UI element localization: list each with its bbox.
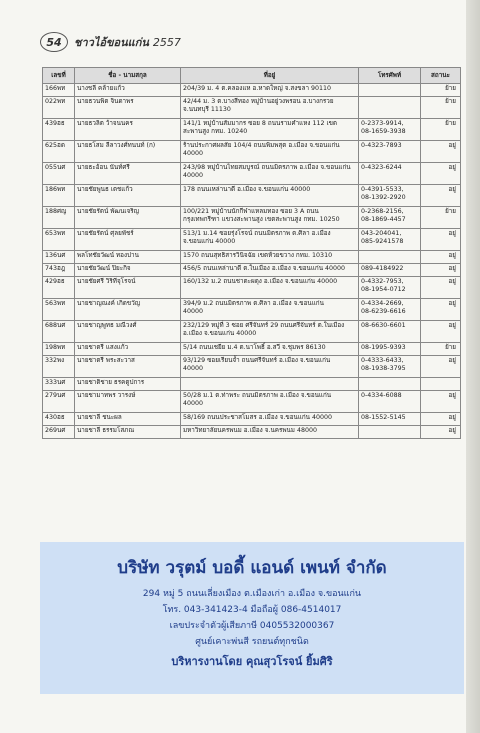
status-cell: อยู่ [421, 141, 461, 163]
status-cell: อยู่ [421, 391, 461, 413]
address-cell: 1570 ถนนสุทธิสารวินิจฉัย เขตห้วยขวาง กทม. 10310 [181, 251, 359, 264]
table-row [43, 251, 461, 264]
phone-cell: 08-6630-6601 [359, 321, 421, 343]
member-name-cell: นายชาญณงค์ เกิดขวัญ [75, 299, 181, 321]
table-row [43, 426, 461, 439]
table-row [43, 343, 461, 356]
phone-cell: 0-4323-6244 [359, 163, 421, 185]
status-cell: อยู่ [421, 163, 461, 185]
address-cell: 243/98 หมู่บ้านไทยสมบูรณ์ ถนนมิตรภาพ อ.เมือง จ.ขอนแก่น 40000 [181, 163, 359, 185]
table-row [43, 97, 461, 119]
member-id-cell: 055นศ [43, 163, 75, 185]
ad-phone: โทร. 043-341423-4 มือถือผู้ 086-4514017 [162, 605, 342, 615]
member-id-cell: 332พง [43, 356, 75, 378]
member-name-cell: พลโทชัยวัฒน์ ทองปาน [75, 251, 181, 264]
member-id-cell: 743ฮฎ [43, 264, 75, 277]
table-body [43, 84, 461, 439]
ad-tax-id: เลขประจำตัวผู้เสียภาษี 0405532000367 [169, 621, 335, 631]
member-id-cell: 429ฮธ [43, 277, 75, 299]
phone-cell: 0-4323-7893 [359, 141, 421, 163]
page-header [40, 32, 181, 52]
address-cell: 50/28 ม.1 ต.ท่าพระ ถนนมิตรภาพ อ.เมือง จ.ขอนแก่น 40000 [181, 391, 359, 413]
status-cell: ย้าย [421, 97, 461, 119]
status-cell: อยู่ [421, 413, 461, 426]
phone-cell [359, 426, 421, 439]
table-row [43, 321, 461, 343]
address-cell: 204/39 ม. 4 ต.คลองแห อ.หาดใหญ่ จ.สงขลา 90110 [181, 84, 359, 97]
phone-cell: 0-4391-5533, 08-1392-2920 [359, 185, 421, 207]
member-id-cell: 625ฮด [43, 141, 75, 163]
address-cell: 160/132 ม.2 ถนนชาตะผดุง อ.เมือง จ.ขอนแก่น 40000 [181, 277, 359, 299]
status-cell: อยู่ [421, 321, 461, 343]
member-name-cell: นายธวลิต ว้าจนนคร [75, 119, 181, 141]
member-id-cell: 439ฮธ [43, 119, 75, 141]
address-cell [181, 378, 359, 391]
status-cell: อยู่ [421, 229, 461, 251]
table-row [43, 84, 461, 97]
phone-cell: 0-4334-6088 [359, 391, 421, 413]
phone-cell [359, 378, 421, 391]
member-name-cell: นายชาตรี แสงแก้ว [75, 343, 181, 356]
table-row [43, 378, 461, 391]
address-cell: 456/5 ถนนเหล่านาดี ต.ในเมือง อ.เมือง จ.ขอนแก่น 40000 [181, 264, 359, 277]
address-cell: 178 ถนนเหล่านาดี อ.เมือง จ.ขอนแก่น 40000 [181, 185, 359, 207]
table-row [43, 277, 461, 299]
ad-service: ศูนย์เคาะพ่นสี รถยนต์ทุกชนิด [195, 637, 309, 647]
status-cell [421, 378, 461, 391]
member-id-cell: 136นศ [43, 251, 75, 264]
member-id-cell: 333นศ [43, 378, 75, 391]
member-name-cell: นายชามาทพร วารงษ์ [75, 391, 181, 413]
member-name-cell: นายชาลี ชนะผล [75, 413, 181, 426]
column-header-status: สถานะ [421, 68, 461, 84]
address-cell: 42/44 ม. 3 ต.บางสีทอง หมู่บ้านอยู่วงพรอน อ.บางกรวย จ.นนทบุรี 11130 [181, 97, 359, 119]
phone-cell: 08-1995-9393 [359, 343, 421, 356]
table-row [43, 207, 461, 229]
member-name-cell: นายชัยศรี วิริทีจุโรจน์ [75, 277, 181, 299]
advertisement-box [40, 542, 464, 694]
status-cell: อยู่ [421, 251, 461, 264]
member-id-cell: 022พท [43, 97, 75, 119]
member-id-cell: 198พท [43, 343, 75, 356]
address-cell: ร้านประกาศผลสัย 104/4 ถนนพิมพสุต อ.เมือง จ.ขอนแก่น 40000 [181, 141, 359, 163]
status-cell: ย้าย [421, 119, 461, 141]
address-cell: 513/1 ม.14 ซอยรุ่งโรจน์ ถนนมิตรภาพ ต.ศิลา อ.เมือง จ.ขอนแก่น 40000 [181, 229, 359, 251]
phone-cell: 043-204041, 085-9241578 [359, 229, 421, 251]
phone-cell [359, 97, 421, 119]
phone-cell: 0-4332-7953, 08-1954-0712 [359, 277, 421, 299]
address-cell: 5/14 ถนนเชยีย ม.4 ต.นาโพธิ์ อ.สวี จ.ชุมพร 86130 [181, 343, 359, 356]
table-row [43, 391, 461, 413]
member-name-cell: นางชลี คล้ายแก้ว [75, 84, 181, 97]
member-id-cell: 279นศ [43, 391, 75, 413]
table-row [43, 356, 461, 378]
member-id-cell: 269นศ [43, 426, 75, 439]
column-header-id: เลขที่ [43, 68, 75, 84]
phone-cell: 089-4184922 [359, 264, 421, 277]
address-cell: 232/129 หมู่ที่ 3 ซอย ศรีจันทร์ 29 ถนนศรีจันทร์ ต.ในเมือง อ.เมือง จ.ขอนแก่น 40000 [181, 321, 359, 343]
member-id-cell: 166พท [43, 84, 75, 97]
status-cell: อยู่ [421, 277, 461, 299]
member-name-cell: นายชัยพูนธ เตชแก้ว [75, 185, 181, 207]
member-id-cell: 688นศ [43, 321, 75, 343]
member-name-cell: นายชัยรัตน์ ศุลยพัชร์ [75, 229, 181, 251]
column-header-name: ชื่อ - นามสกุล [75, 68, 181, 84]
status-cell: ย้าย [421, 84, 461, 97]
status-cell: อยู่ [421, 356, 461, 378]
phone-cell: 0-4333-6433, 08-1938-3795 [359, 356, 421, 378]
address-cell: 58/169 ถนนประชาสโมสร อ.เมือง จ.ขอนแก่น 40000 [181, 413, 359, 426]
running-title: ชาวไอ้ขอนแก่น [74, 36, 149, 49]
table-row [43, 413, 461, 426]
status-cell: ย้าย [421, 343, 461, 356]
member-name-cell: นายชาลี ธรรมโสภณ [75, 426, 181, 439]
member-id-cell: 186พท [43, 185, 75, 207]
status-cell: อยู่ [421, 264, 461, 277]
running-year: 2557 [152, 35, 181, 49]
phone-cell: 0-4334-2669, 08-6239-6616 [359, 299, 421, 321]
address-cell: 93/129 ซอยเรียนจ้ำ ถนนศรีจันทร์ อ.เมือง จ.ขอนแก่น 40000 [181, 356, 359, 378]
phone-cell: 08-1552-5145 [359, 413, 421, 426]
table-row [43, 119, 461, 141]
status-cell: อยู่ [421, 299, 461, 321]
address-cell: 141/1 หมู่บ้านสัมมากร ซอย 8 ถนนรามคำแหง 112 เขต สะพานสูง กทม. 10240 [181, 119, 359, 141]
member-name-cell: นายชาญพูทธ มณีวงศ์ [75, 321, 181, 343]
member-name-cell: นายชาติชาย ธรคตูปการ [75, 378, 181, 391]
page-number: 54 [40, 32, 68, 52]
table-row [43, 299, 461, 321]
ad-address: 294 หมู่ 5 ถนนเลี่ยงเมือง ต.เมืองเก่า อ.เมือง จ.ขอนแก่น [142, 589, 362, 599]
column-header-phone: โทรศัพท์ [359, 68, 421, 84]
member-id-cell: 653พท [43, 229, 75, 251]
status-cell: อยู่ [421, 185, 461, 207]
member-name-cell: นายชัยวัฒน์ ปิยะกิจ [75, 264, 181, 277]
table-row [43, 185, 461, 207]
address-cell: มหาวิทยาลัยนครพนม อ.เมือง จ.นครพนม 48000 [181, 426, 359, 439]
member-id-cell: 430ฮธ [43, 413, 75, 426]
table-row [43, 264, 461, 277]
member-table [42, 67, 461, 439]
member-id-cell: 188ศญ [43, 207, 75, 229]
member-id-cell: 563พท [43, 299, 75, 321]
table-row [43, 163, 461, 185]
phone-cell [359, 251, 421, 264]
phone-cell: 0-2373-9914, 08-1659-3938 [359, 119, 421, 141]
address-cell: 100/221 หมู่บ้านนักกีฬาแหลมทอง ซอย 3 A ถนน กรุงเทพกรีฑา แขวงสะพานสูง เขตสะพานสูง กทม. 10250 [181, 207, 359, 229]
member-name-cell: นายธวนพิต จินดาพร [75, 97, 181, 119]
book-spine [466, 0, 480, 733]
member-name-cell: นายธโสม ลีลาวงศ์ทนนท์ (ก) [75, 141, 181, 163]
member-name-cell: นายชาตรี พระสะวาส [75, 356, 181, 378]
table-row [43, 229, 461, 251]
member-name-cell: นายธะอ้อน นันท์ศรี [75, 163, 181, 185]
phone-cell [359, 84, 421, 97]
table-row [43, 141, 461, 163]
ad-manager: บริหารงานโดย คุณสุวโรจน์ ยิ้มศิริ [171, 655, 333, 668]
phone-cell: 0-2368-2156, 08-1869-4457 [359, 207, 421, 229]
ad-company-name: บริษัท วรุตม์ บอดี้ แอนด์ เพนท์ จำกัด [117, 558, 387, 578]
table-header-row [43, 68, 461, 84]
member-name-cell: นายชัยรัตน์ พัฒนเจริญ [75, 207, 181, 229]
status-cell: ย้าย [421, 207, 461, 229]
address-cell: 394/9 ม.2 ถนนมิตรภาพ ต.ศิลา อ.เมือง จ.ขอนแก่น 40000 [181, 299, 359, 321]
column-header-address: ที่อยู่ [181, 68, 359, 84]
status-cell: อยู่ [421, 426, 461, 439]
